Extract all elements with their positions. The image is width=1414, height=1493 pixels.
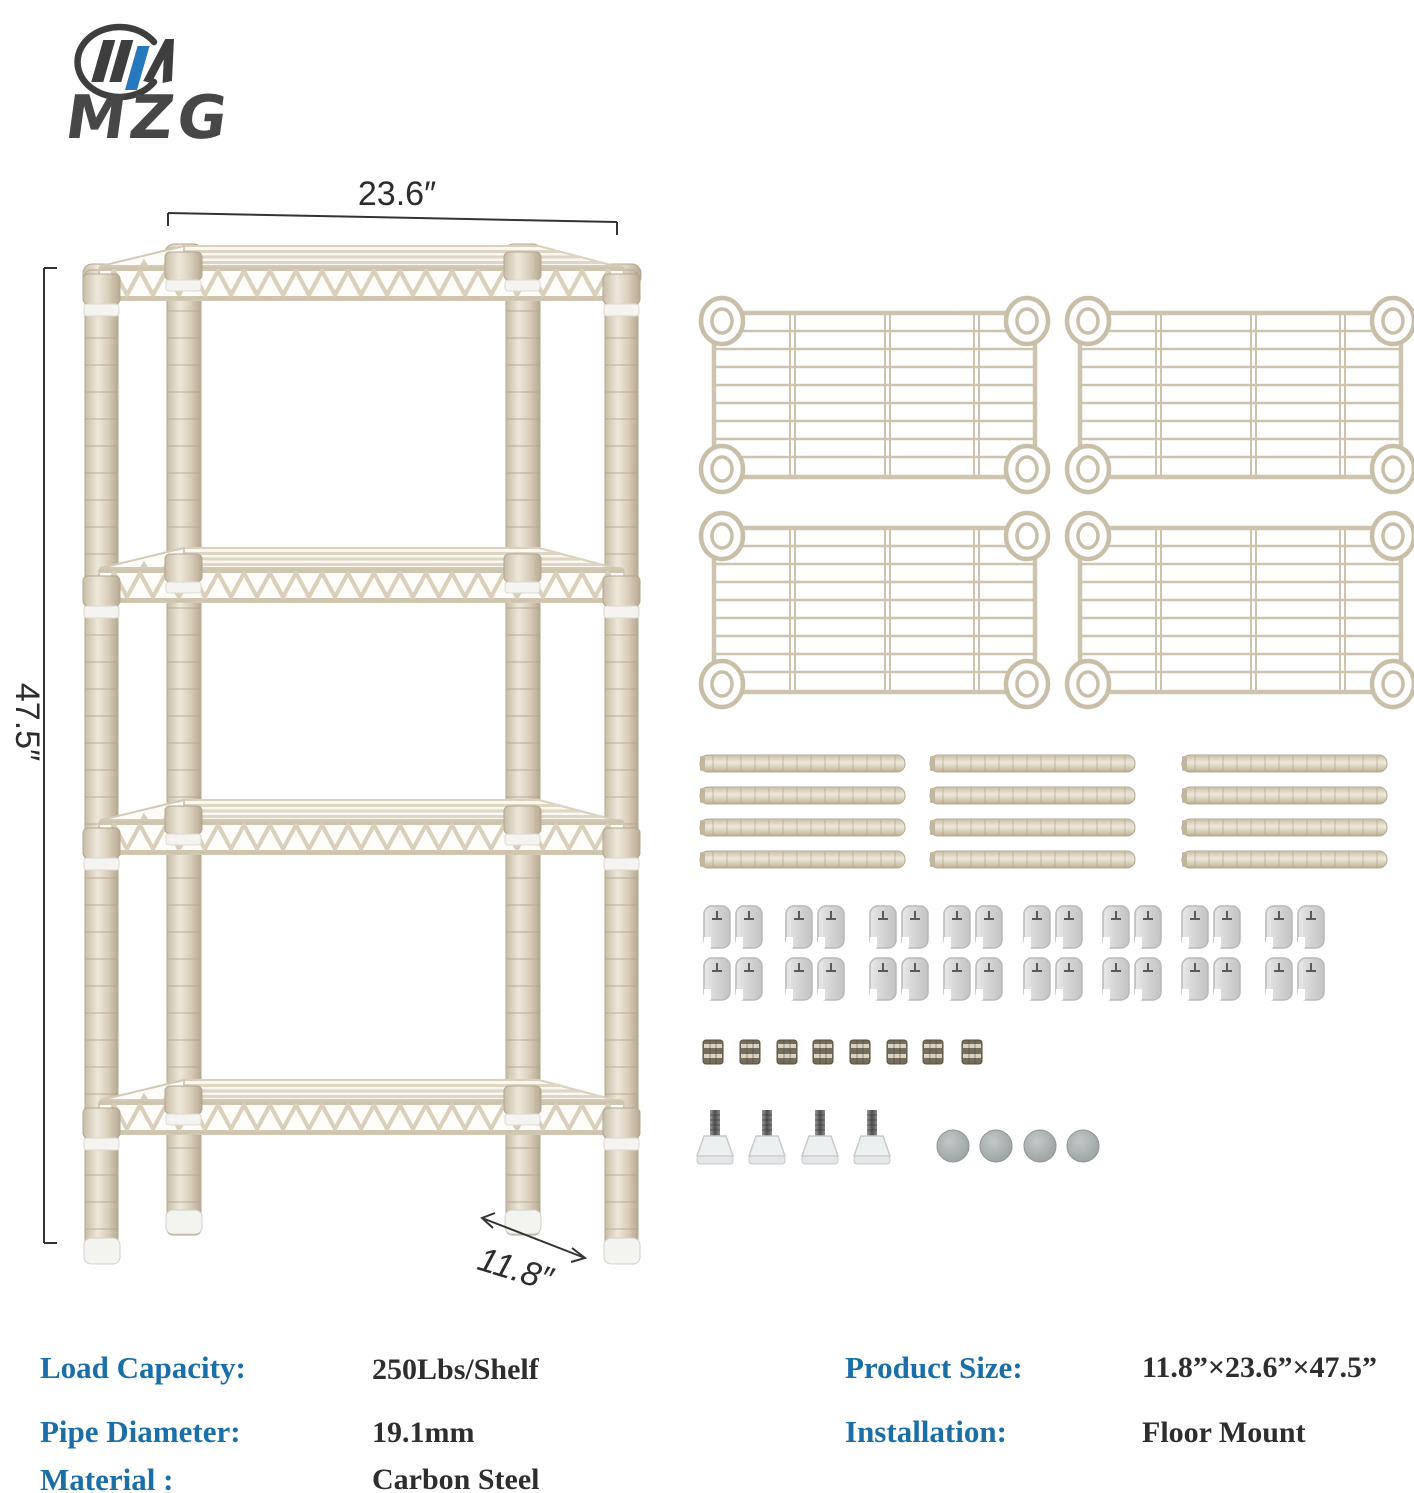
parts-diagram [690,290,1414,1190]
logo-peak [147,40,179,82]
sleeve-clip-part [704,906,1324,1000]
connector-part [703,1040,982,1064]
pole-section-part [700,755,1387,868]
spec-label: Load Capacity: [40,1350,246,1385]
shelving-unit-illustration [0,150,690,1310]
width-dimension-line [168,213,617,235]
spec-value: 19.1mm [372,1416,475,1449]
spec-label: Product Size: [845,1350,1023,1385]
wire-shelf-part [701,298,1414,707]
spec-value: Carbon Steel [372,1463,540,1493]
spec-value: Floor Mount [1142,1416,1306,1449]
spec-value: 11.8”×23.6”×47.5” [1142,1351,1378,1384]
brand-logo [25,0,255,160]
spec-label: Pipe Diameter: [40,1414,241,1449]
height-dimension-label: 47.5″ [8,682,46,762]
width-dimension-label: 23.6″ [357,175,437,213]
spec-label: Material : [40,1462,174,1493]
unit-feet [84,1210,640,1264]
brand-wordmark: MZG [61,83,236,153]
spec-value: 250Lbs/Shelf [372,1353,539,1386]
spec-label: Installation: [845,1414,1007,1449]
depth-dimension-label: 11.8″ [473,1240,557,1299]
top-cap-part [937,1130,1099,1162]
leveling-foot-part [697,1110,890,1164]
